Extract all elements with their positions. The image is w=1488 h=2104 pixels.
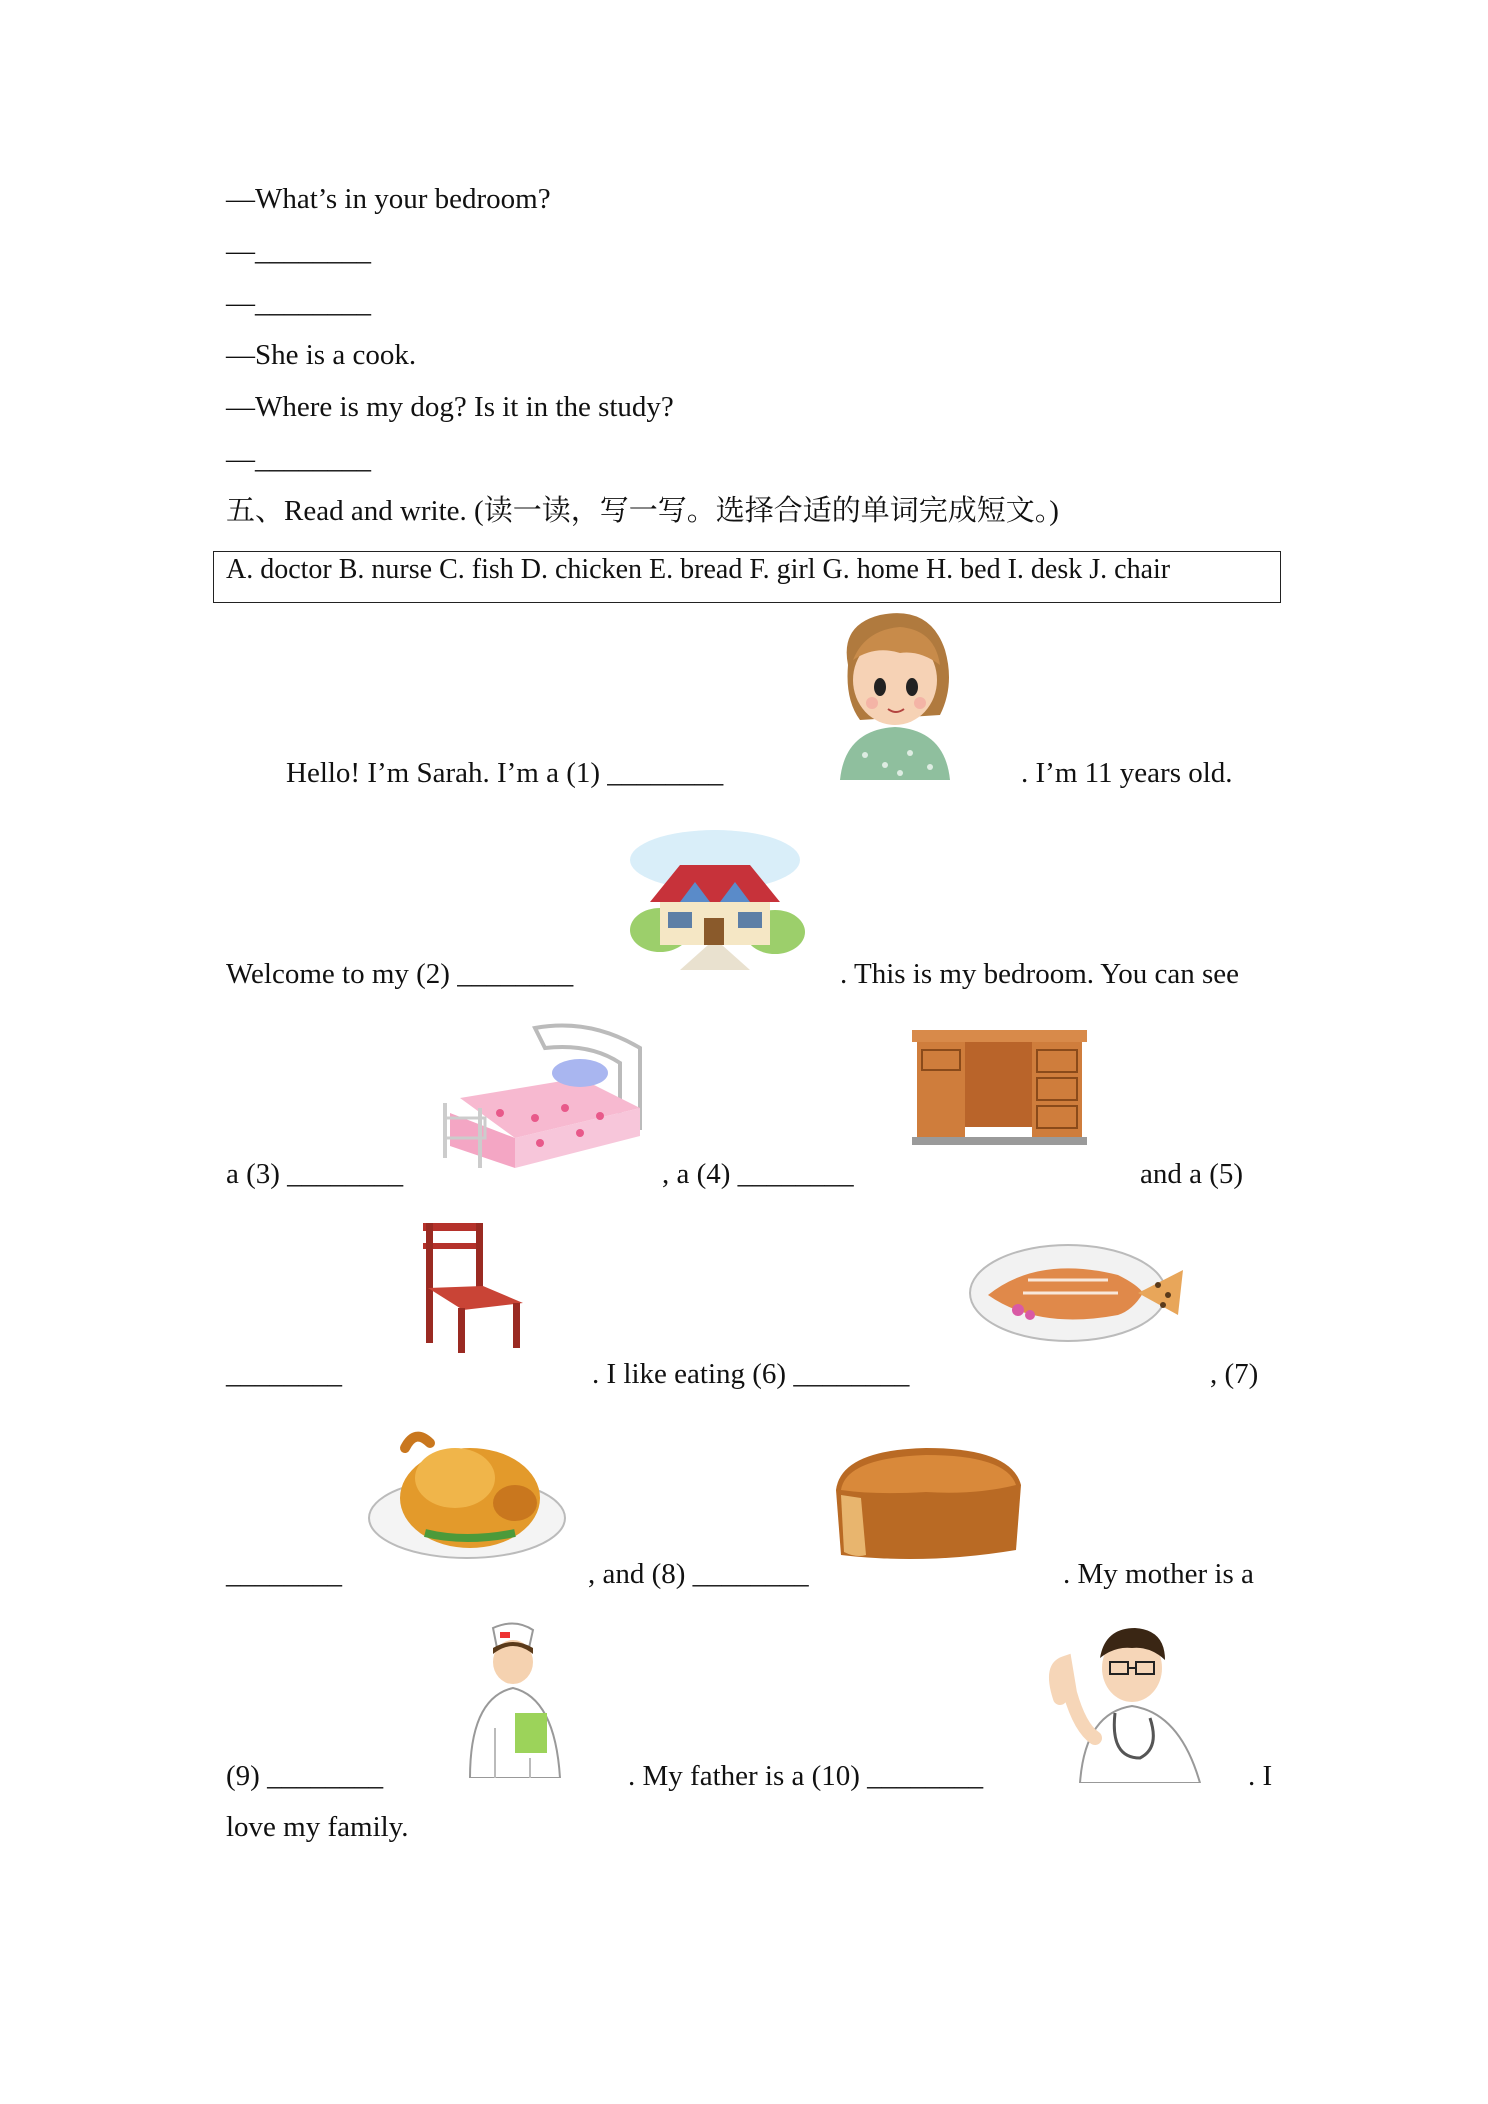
nurse-illustration [455, 1618, 570, 1778]
passage-line6-c: . I [1248, 1760, 1273, 1792]
passage-line7: love my family. [226, 1811, 409, 1843]
passage-line6-a: (9) ________ [226, 1760, 384, 1792]
desk-illustration [912, 1030, 1087, 1145]
fish-dish-illustration [968, 1235, 1193, 1345]
girl-illustration [820, 605, 970, 780]
word-bank: A. doctor B. nurse C. fish D. chicken E. bread F. girl G. home H. bed I. desk J. chair [226, 554, 1171, 585]
passage-line3-c: and a (5) [1140, 1158, 1244, 1190]
dialogue-line-2: —________ [226, 235, 371, 267]
doctor-illustration [1040, 1618, 1210, 1783]
passage-line5-b: , and (8) ________ [588, 1558, 809, 1590]
passage-line5-a: ________ [226, 1558, 342, 1590]
chair-illustration [418, 1218, 528, 1353]
house-illustration [620, 820, 810, 970]
passage-line6-b: . My father is a (10) ________ [628, 1760, 984, 1792]
dialogue-line-4: —She is a cook. [226, 339, 417, 371]
passage-line1-a: Hello! I’m Sarah. I’m a (1) ________ [286, 757, 724, 789]
roast-chicken-illustration [365, 1418, 570, 1563]
bed-illustration [440, 1018, 645, 1173]
section-heading: 五、Read and write. (读一读，写一写。选择合适的单词完成短文。) [226, 495, 1059, 527]
passage-line5-c: . My mother is a [1063, 1558, 1254, 1590]
passage-line4-c: , (7) [1210, 1358, 1259, 1390]
passage-line2-a: Welcome to my (2) ________ [226, 958, 574, 990]
passage-line1-b: . I’m 11 years old. [1021, 757, 1233, 789]
bread-loaf-illustration [826, 1440, 1026, 1565]
passage-line3-a: a (3) ________ [226, 1158, 404, 1190]
dialogue-line-6: —________ [226, 443, 371, 475]
dialogue-line-1: —What’s in your bedroom? [226, 183, 551, 215]
dialogue-line-5: —Where is my dog? Is it in the study? [226, 391, 674, 423]
dialogue-line-3: —________ [226, 287, 371, 319]
passage-line4-a: ________ [226, 1358, 342, 1390]
passage-line3-b: , a (4) ________ [662, 1158, 854, 1190]
passage-line2-b: . This is my bedroom. You can see [840, 958, 1240, 990]
passage-line4-b: . I like eating (6) ________ [592, 1358, 910, 1390]
